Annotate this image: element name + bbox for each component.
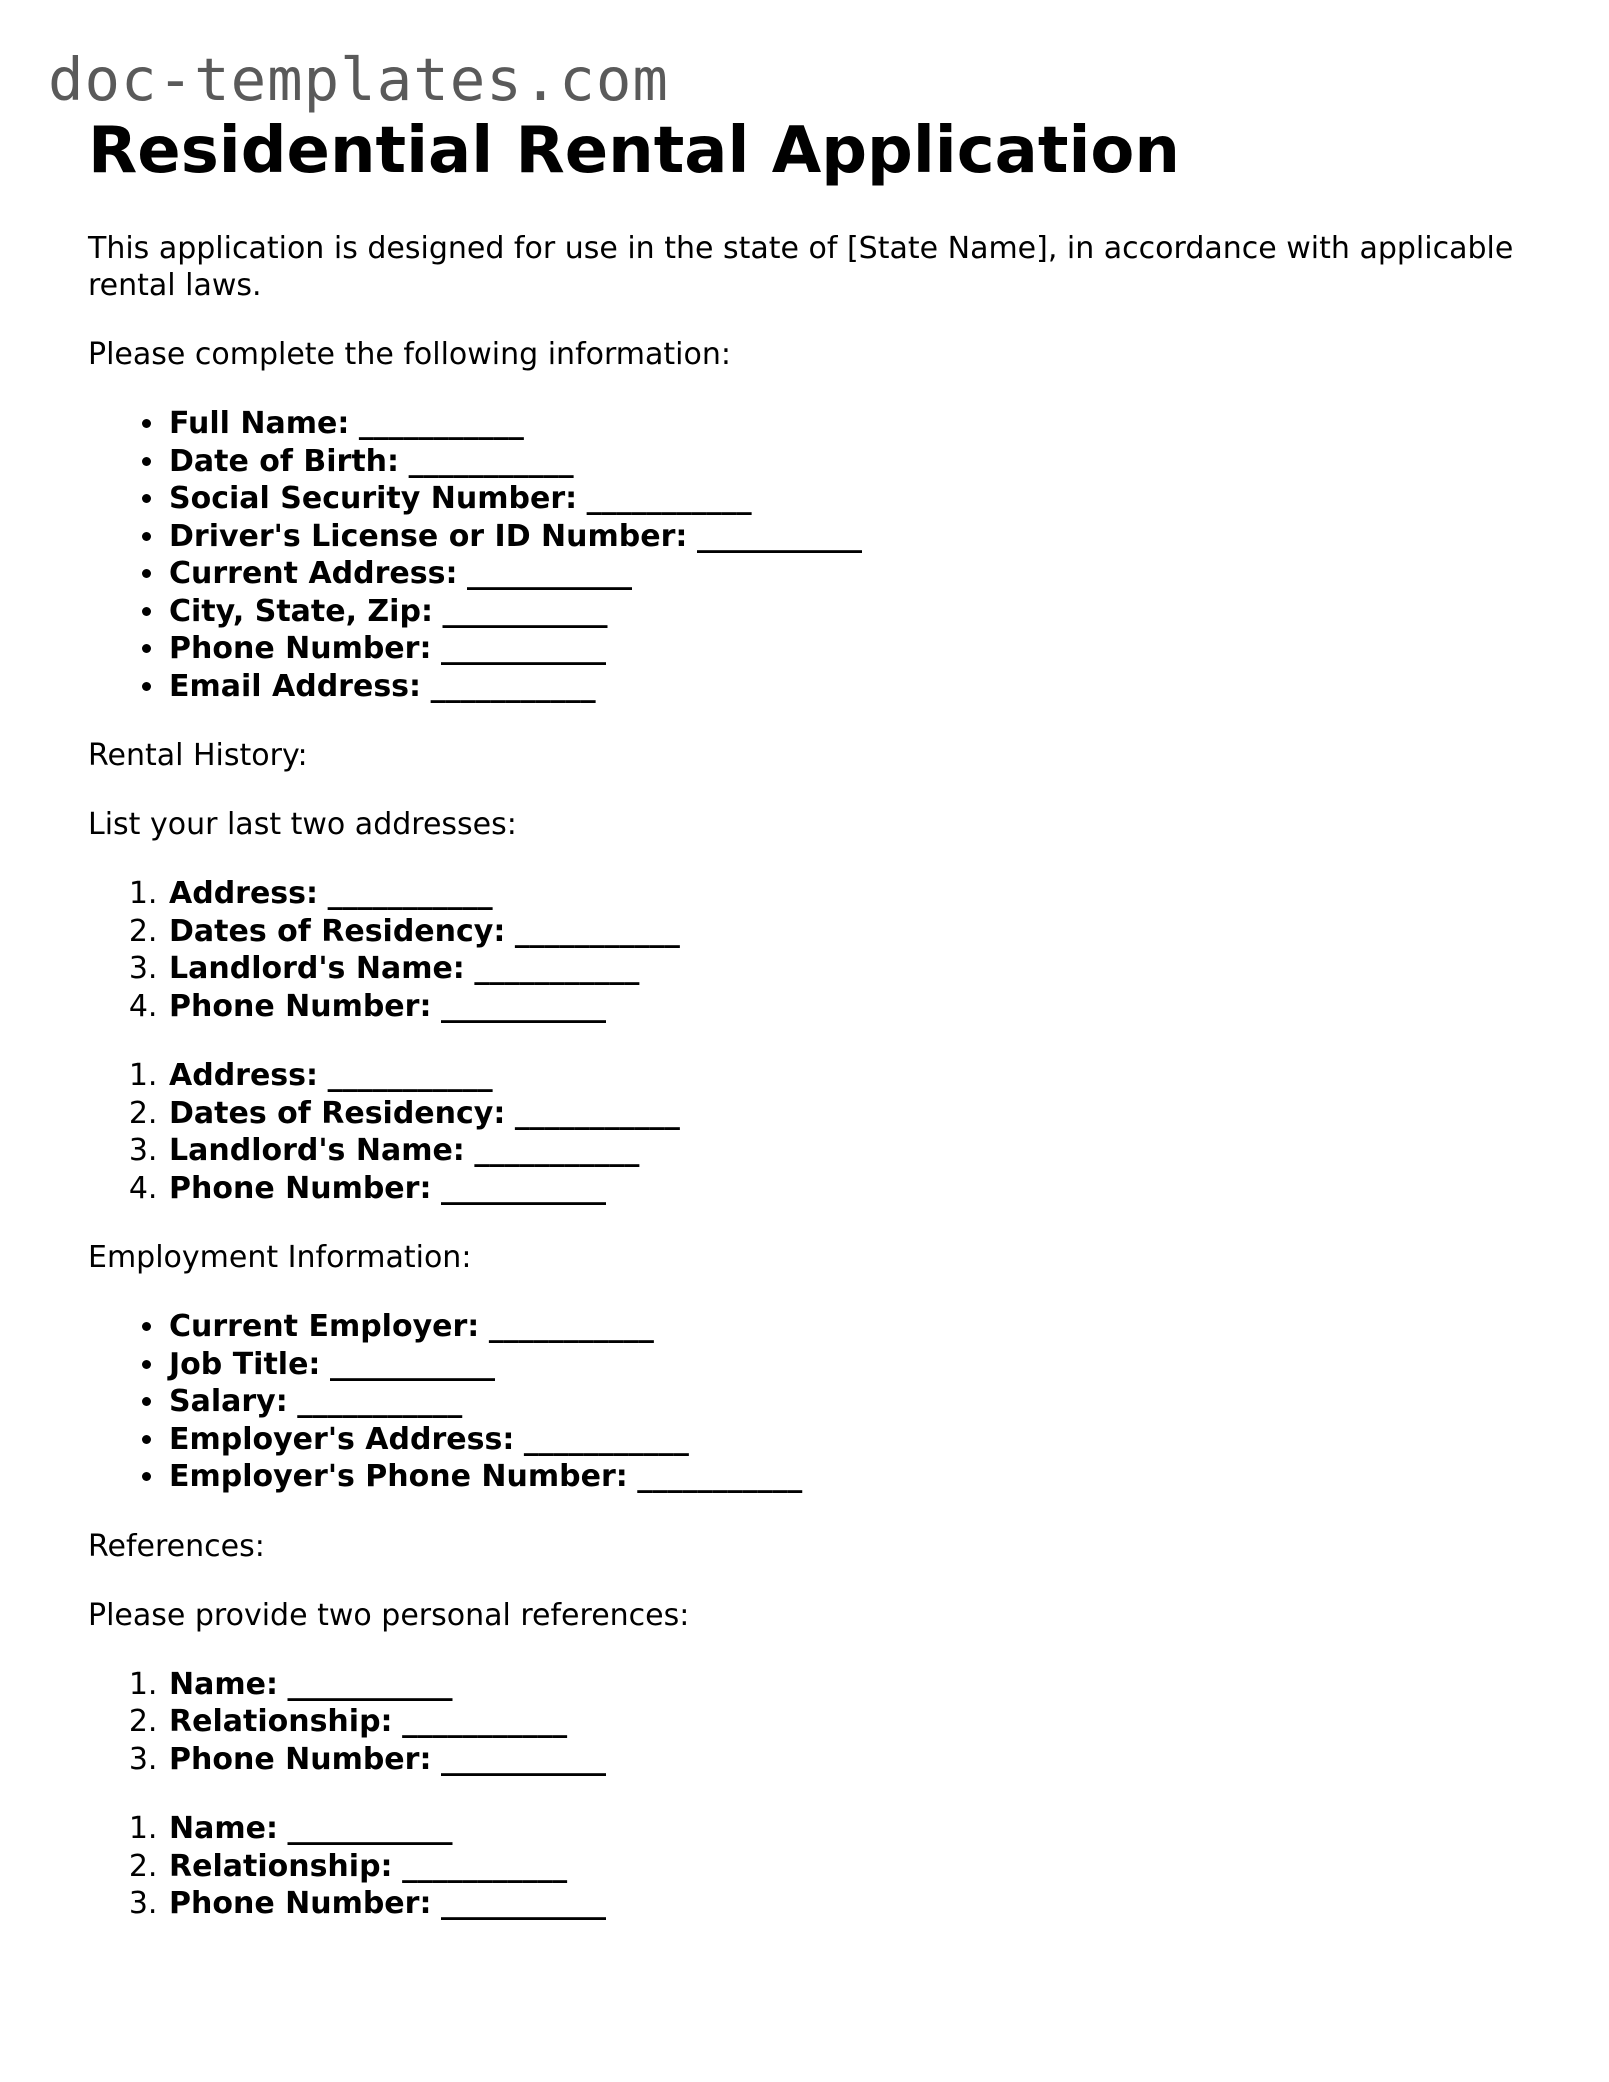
blank-line: ___________ [474, 1133, 640, 1168]
blank-line: ___________ [474, 951, 640, 986]
previous-address-2-list [88, 1057, 1528, 1207]
list-item [167, 1132, 1528, 1170]
list-item [167, 630, 1528, 668]
field-label: Name: [169, 1811, 278, 1846]
blank-line: ___________ [514, 913, 680, 949]
field-label: Relationship: [169, 1704, 393, 1739]
list-item [167, 1170, 1528, 1208]
list-item [167, 988, 1528, 1026]
list-item [167, 1383, 1528, 1421]
list-item [167, 593, 1528, 631]
rental-history-heading: Rental History: [88, 738, 308, 773]
rental-history-prompt: List your last two addresses: [88, 807, 517, 842]
blank-line: ___________ [441, 1886, 606, 1921]
list-item [167, 1308, 1528, 1346]
field-label: Address: [169, 876, 319, 911]
intro-paragraph: This application is designed for use in the state of [State Name], in accordance with applicable rental laws. [88, 231, 1514, 303]
field-label: Dates of Residency: [169, 1095, 506, 1131]
list-item [167, 913, 1528, 951]
employment-heading: Employment Information: [88, 1240, 472, 1275]
blank-line: ___________ [327, 876, 493, 911]
list-item [167, 1848, 1528, 1886]
field-label: Phone Number: [169, 1886, 432, 1921]
blank-line: ___________ [696, 518, 862, 554]
field-label: Phone Number: [169, 988, 432, 1024]
previous-address-1-list [88, 875, 1528, 1025]
list-item [167, 875, 1528, 913]
blank-line: ___________ [586, 481, 752, 516]
field-label: City, State, Zip: [169, 593, 433, 629]
blank-line: ___________ [441, 988, 606, 1024]
blank-line: ___________ [402, 1848, 568, 1884]
blank-line: ___________ [358, 406, 524, 441]
blank-line: ___________ [488, 1309, 654, 1344]
list-item [167, 555, 1528, 593]
field-label: Phone Number: [169, 1741, 432, 1777]
list-item [167, 1885, 1528, 1923]
field-label: Employer's Address: [169, 1421, 515, 1457]
field-label: Job Title: [169, 1346, 321, 1382]
blank-line: ___________ [467, 556, 633, 591]
field-label: Driver's License or ID Number: [169, 518, 688, 554]
blank-line: ___________ [442, 593, 608, 629]
field-label: Current Employer: [169, 1309, 480, 1344]
list-item [167, 1421, 1528, 1459]
blank-line: ___________ [441, 631, 606, 666]
field-label: Dates of Residency: [169, 913, 506, 949]
page-title: Residential Rental Application [88, 114, 1180, 188]
list-item [167, 1703, 1528, 1741]
list-item [167, 950, 1528, 988]
list-item [167, 1810, 1528, 1848]
document-page [88, 112, 1528, 1923]
watermark: doc-templates.com [48, 45, 669, 114]
field-label: Current Address: [169, 556, 458, 591]
list-item [167, 1458, 1528, 1496]
list-item [167, 1666, 1528, 1704]
blank-line: ___________ [441, 1741, 606, 1777]
field-label: Relationship: [169, 1848, 393, 1884]
blank-line: ___________ [402, 1704, 568, 1739]
list-item [167, 1057, 1528, 1095]
complete-prompt: Please complete the following information: [88, 337, 731, 372]
list-item [167, 1346, 1528, 1384]
blank-line: ___________ [523, 1421, 689, 1457]
field-label: Social Security Number: [169, 481, 578, 516]
references-heading: References: [88, 1528, 265, 1564]
reference-1-list [88, 1666, 1528, 1779]
personal-info-list [88, 405, 1528, 705]
list-item [167, 480, 1528, 518]
blank-line: ___________ [408, 443, 574, 479]
blank-line: ___________ [637, 1459, 803, 1494]
list-item [167, 1095, 1528, 1133]
list-item [167, 443, 1528, 481]
field-label: Email Address: [169, 668, 422, 704]
reference-2-list [88, 1810, 1528, 1923]
blank-line: ___________ [327, 1058, 493, 1093]
list-item [167, 405, 1528, 443]
blank-line: ___________ [297, 1384, 463, 1419]
list-item [167, 1741, 1528, 1779]
field-label: Landlord's Name: [169, 951, 465, 986]
blank-line: ___________ [287, 1811, 453, 1846]
employment-list [88, 1308, 1528, 1496]
field-label: Landlord's Name: [169, 1133, 465, 1168]
blank-line: ___________ [514, 1095, 680, 1131]
field-label: Address: [169, 1058, 319, 1093]
field-label: Name: [169, 1666, 278, 1702]
blank-line: ___________ [430, 668, 596, 704]
field-label: Employer's Phone Number: [169, 1459, 628, 1494]
list-item [167, 518, 1528, 556]
field-label: Phone Number: [169, 1170, 432, 1206]
field-label: Full Name: [169, 406, 350, 441]
field-label: Salary: [169, 1384, 288, 1419]
field-label: Phone Number: [169, 631, 432, 666]
list-item [167, 668, 1528, 706]
references-prompt: Please provide two personal references: [88, 1597, 690, 1633]
blank-line: ___________ [441, 1170, 606, 1206]
blank-line: ___________ [329, 1346, 495, 1382]
blank-line: ___________ [287, 1666, 453, 1702]
field-label: Date of Birth: [169, 443, 400, 479]
